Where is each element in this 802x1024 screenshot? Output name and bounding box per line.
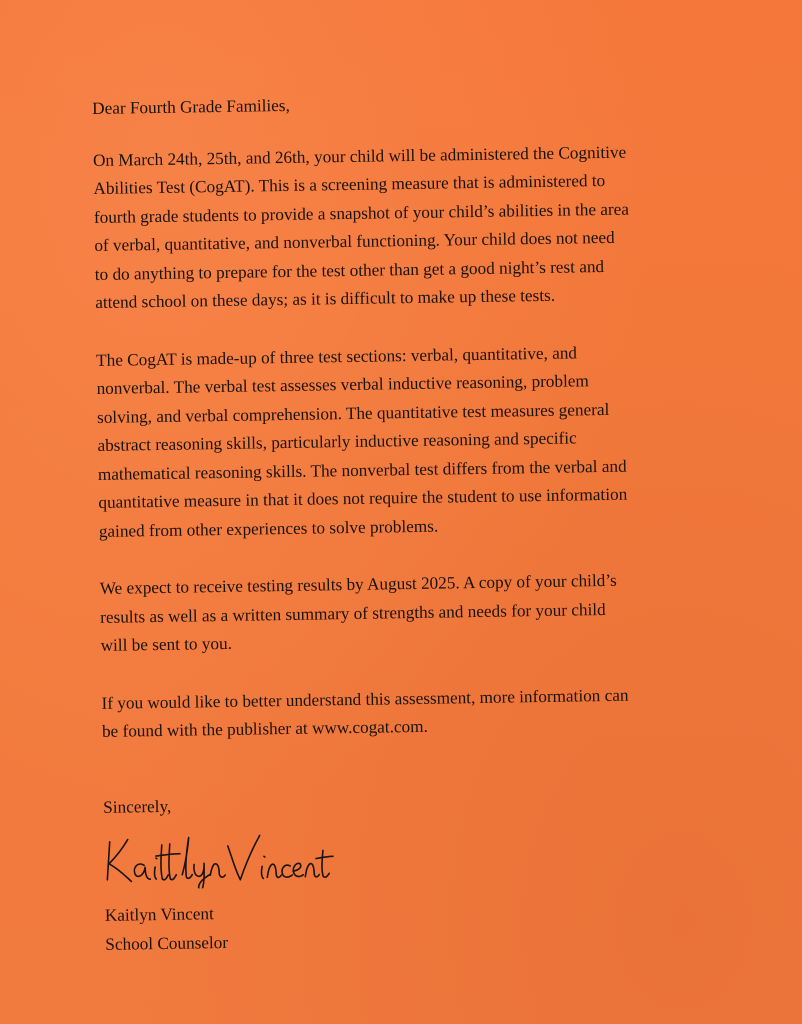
paragraph-line: If you would like to better understand this assessment, more information can	[101, 685, 629, 713]
paragraph-line: The CogAT is made-up of three test sections: verbal, quantitative, and	[96, 342, 578, 370]
paragraph-line: quantitative measure in that it does not require the student to use information	[98, 484, 628, 512]
paragraph-line: will be sent to you.	[100, 633, 233, 655]
paragraph-line: mathematical reasoning skills. The nonverbal test differs from the verbal and	[97, 456, 627, 484]
signer-name: Kaitlyn Vincent	[104, 904, 214, 925]
paragraph-more-info	[101, 679, 752, 746]
paragraph-line: On March 24th, 25th, and 26th, your child will be administered the Cognitive	[92, 142, 627, 170]
paragraph-line: gained from other experiences to solve problems.	[98, 516, 439, 541]
paragraph-line: abstract reasoning skills, particularly inductive reasoning and specific	[97, 428, 577, 455]
paragraph-line: of verbal, quantitative, and nonverbal functioning. Your child does not need	[94, 227, 615, 255]
salutation: Dear Fourth Grade Families,	[92, 95, 290, 118]
signer-title: School Counselor	[105, 932, 229, 954]
paragraph-test-sections	[96, 336, 749, 546]
letter-body	[92, 85, 755, 959]
paragraph-line: fourth grade students to provide a snapshot of your child’s abilities in the area	[93, 199, 630, 227]
paragraph-line: attend school on these days; as it is difficult to make up these tests.	[95, 285, 556, 312]
paragraph-line: be found with the publisher at www.cogat.com.	[101, 716, 428, 741]
paragraph-line: Abilities Test (CogAT). This is a screening measure that is administered to	[93, 170, 606, 198]
paragraph-line: solving, and verbal comprehension. The quantitative test measures general	[96, 399, 610, 427]
handwritten-signature	[104, 824, 335, 890]
closing-salutation: Sincerely,	[103, 796, 172, 817]
paragraph-results	[100, 565, 751, 661]
paragraph-line: results as well as a written summary of strengths and needs for your child	[100, 599, 606, 627]
closing-block	[103, 783, 756, 959]
paragraph-line: We expect to receive testing results by August 2025. A copy of your child’s	[99, 570, 617, 598]
paragraph-test-dates	[93, 136, 746, 317]
paragraph-line: to do anything to prepare for the test other than get a good night’s rest and	[94, 256, 605, 284]
paragraph-line: nonverbal. The verbal test assesses verbal inductive reasoning, problem	[96, 371, 589, 398]
